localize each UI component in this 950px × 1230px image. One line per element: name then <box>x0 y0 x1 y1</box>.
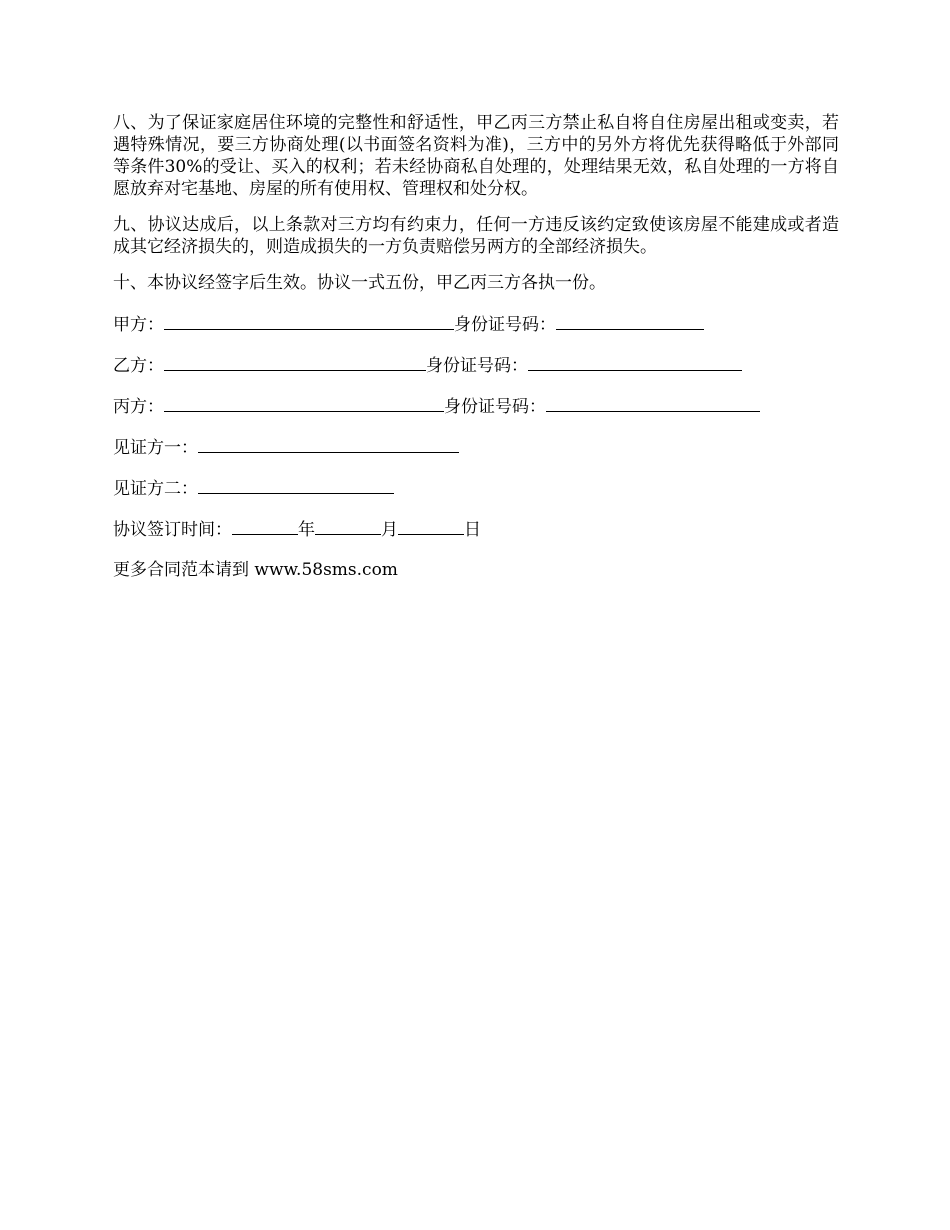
party-c-signature-line <box>113 395 839 417</box>
year-blank[interactable] <box>232 518 298 535</box>
party-a-id-blank[interactable] <box>556 313 704 330</box>
document-page <box>113 112 839 600</box>
party-b-id-label: 身份证号码： <box>426 356 528 376</box>
party-b-signature-line <box>113 354 839 376</box>
year-label: 年 <box>298 520 315 540</box>
clause-9: 九、协议达成后，以上条款对三方均有约束力，任何一方违反该约定致使该房屋不能建成或者造成其它经济损失的，则造成损失的一方负责赔偿另两方的全部经济损失。 <box>113 215 839 257</box>
witness-1-label: 见证方一： <box>113 438 198 458</box>
day-label: 日 <box>464 520 481 540</box>
signing-date-line <box>113 518 839 540</box>
party-c-label: 丙方： <box>113 397 164 417</box>
party-a-name-blank[interactable] <box>164 313 454 330</box>
witness-1-blank[interactable] <box>198 436 459 453</box>
witness-2-blank[interactable] <box>198 477 394 494</box>
month-label: 月 <box>381 520 398 540</box>
party-c-id-blank[interactable] <box>546 395 760 412</box>
more-contracts-footer: 更多合同范本请到 www.58sms.com <box>113 560 398 580</box>
party-a-id-label: 身份证号码： <box>454 315 556 335</box>
month-blank[interactable] <box>315 518 381 535</box>
party-b-name-blank[interactable] <box>164 354 426 371</box>
party-b-id-blank[interactable] <box>528 354 742 371</box>
clause-8: 八、为了保证家庭居住环境的完整性和舒适性，甲乙丙三方禁止私自将自住房屋出租或变卖，若遇特殊情况，要三方协商处理(以书面签名资料为准)，三方中的另外方将优先获得略低于外部同等条件30%的受让、买入的权利；若未经协商私自处理的，处理结果无效，私自处理的一方将自愿放弃对宅基地、房屋的所有使用权、管理权和处分权。 <box>113 113 839 199</box>
signing-date-label: 协议签订时间： <box>113 520 232 540</box>
witness-1-line <box>113 436 839 458</box>
witness-2-line <box>113 477 839 499</box>
day-blank[interactable] <box>398 518 464 535</box>
party-b-label: 乙方： <box>113 356 164 376</box>
party-c-id-label: 身份证号码： <box>444 397 546 417</box>
party-c-name-blank[interactable] <box>164 395 444 412</box>
witness-2-label: 见证方二： <box>113 479 198 499</box>
party-a-label: 甲方： <box>113 315 164 335</box>
party-a-signature-line <box>113 313 839 335</box>
clause-10: 十、本协议经签字后生效。协议一式五份，甲乙丙三方各执一份。 <box>113 273 606 293</box>
